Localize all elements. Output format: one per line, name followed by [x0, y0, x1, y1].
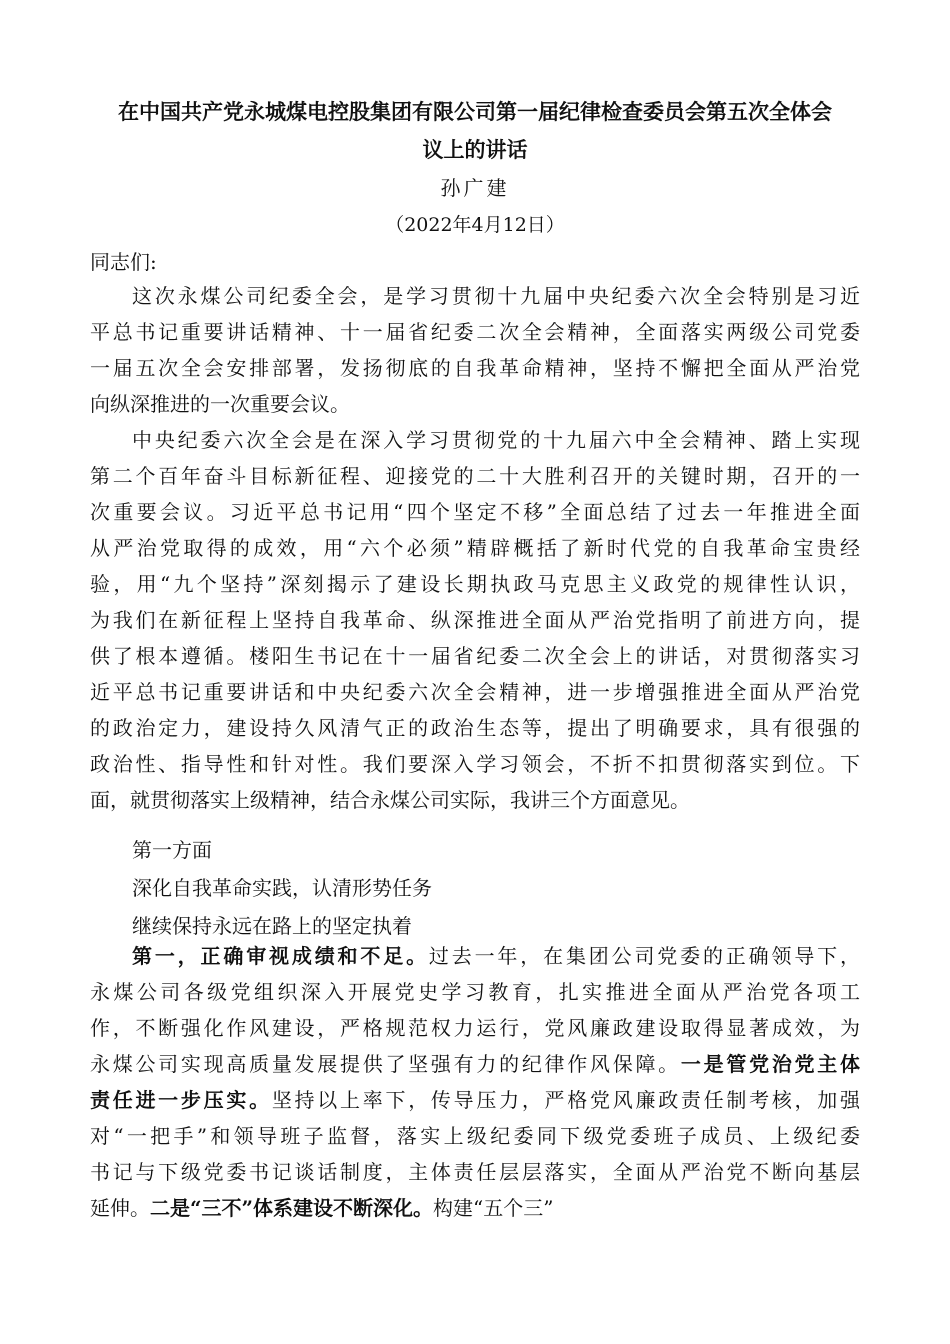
- paragraph-3-line: [90, 1046, 860, 1082]
- paragraph-3-text: 构建“五个三”: [433, 1196, 554, 1220]
- paragraph-3-line: 作，不断强化作风建设，严格规范权力运行，党风廉政建设取得显著成效，为: [90, 1016, 860, 1040]
- paragraph-3-text: 过去一年，在集团公司党委的正确领导下，: [428, 944, 861, 968]
- section-heading-2: 继续保持永远在路上的坚定执着: [132, 914, 412, 938]
- paragraph-3-line: [132, 938, 860, 974]
- section-label: 第一方面: [132, 838, 212, 862]
- paragraph-2-line: 为我们在新征程上坚持自我革命、纵深推进全面从严治党指明了前进方向，提: [90, 608, 860, 632]
- paragraph-2-line: 政治性、指导性和针对性。我们要深入学习领会，不折不扣贯彻落实到位。下: [90, 752, 860, 776]
- paragraph-2-line: 面，就贯彻落实上级精神，结合永煤公司实际，我讲三个方面意见。: [90, 788, 690, 812]
- paragraph-1-line: 这次永煤公司纪委全会，是学习贯彻十九届中央纪委六次全会特别是习近: [132, 284, 860, 308]
- paragraph-3-text: 坚持以上率下，传导压力，严格党风廉政责任制考核，加强: [271, 1088, 861, 1112]
- paragraph-2-line: 次重要会议。习近平总书记用“四个坚定不移”全面总结了过去一年推进全面: [90, 500, 860, 524]
- speech-date: （2022年4月12日）: [385, 214, 565, 236]
- bold-point-1-cont: 责任进一步压实。: [90, 1088, 272, 1112]
- bold-point-2: 二是“三不”体系建设不断深化。: [150, 1196, 434, 1220]
- paragraph-2-line: 近平总书记重要讲话和中央纪委六次全会精神，进一步增强推进全面从严治党: [90, 680, 860, 704]
- bold-lead: 第一，正确审视成绩和不足。: [132, 944, 429, 968]
- author: 孙广建: [440, 176, 510, 200]
- section-heading-1: 深化自我革命实践，认清形势任务: [132, 876, 432, 900]
- paragraph-2-line: 从严治党取得的成效，用“六个必须”精辟概括了新时代党的自我革命宝贵经: [90, 536, 860, 560]
- paragraph-2-line: 中央纪委六次全会是在深入学习贯彻党的十九届六中全会精神、踏上实现: [132, 428, 860, 452]
- paragraph-1-line: 一届五次全会安排部署，发扬彻底的自我革命精神，坚持不懈把全面从严治党: [90, 356, 860, 380]
- paragraph-3-line: 书记与下级党委书记谈话制度，主体责任层层落实，全面从严治党不断向基层: [90, 1160, 860, 1184]
- paragraph-2-line: 验，用“九个坚持”深刻揭示了建设长期执政马克思主义政党的规律性认识，: [90, 572, 860, 596]
- paragraph-1-line: 向纵深推进的一次重要会议。: [90, 392, 350, 416]
- paragraph-3-line: [90, 1082, 860, 1118]
- paragraph-3-line: 永煤公司各级党组织深入开展党史学习教育，扎实推进全面从严治党各项工: [90, 980, 860, 1004]
- paragraph-3-line: [90, 1190, 860, 1226]
- paragraph-1-line: 平总书记重要讲话精神、十一届省纪委二次全会精神，全面落实两级公司党委: [90, 320, 860, 344]
- document-title-line-1: 在中国共产党永城煤电控股集团有限公司第一届纪律检查委员会第五次全体会: [118, 99, 832, 124]
- paragraph-2-line: 的政治定力，建设持久风清气正的政治生态等，提出了明确要求，具有很强的: [90, 716, 860, 740]
- paragraph-3-text: 永煤公司实现高质量发展提供了坚强有力的纪律作风保障。: [90, 1052, 681, 1076]
- bold-point-1: 一是管党治党主体: [680, 1052, 861, 1076]
- paragraph-2-line: 供了根本遵循。楼阳生书记在十一届省纪委二次全会上的讲话，对贯彻落实习: [90, 644, 860, 668]
- paragraph-3-line: 对“一把手”和领导班子监督，落实上级纪委同下级党委班子成员、上级纪委: [90, 1124, 860, 1148]
- paragraph-3-text: 延伸。: [90, 1196, 150, 1220]
- document-title-line-2: 议上的讲话: [422, 137, 528, 162]
- greeting: 同志们:: [90, 250, 157, 274]
- paragraph-2-line: 第二个百年奋斗目标新征程、迎接党的二十大胜利召开的关键时期，召开的一: [90, 464, 860, 488]
